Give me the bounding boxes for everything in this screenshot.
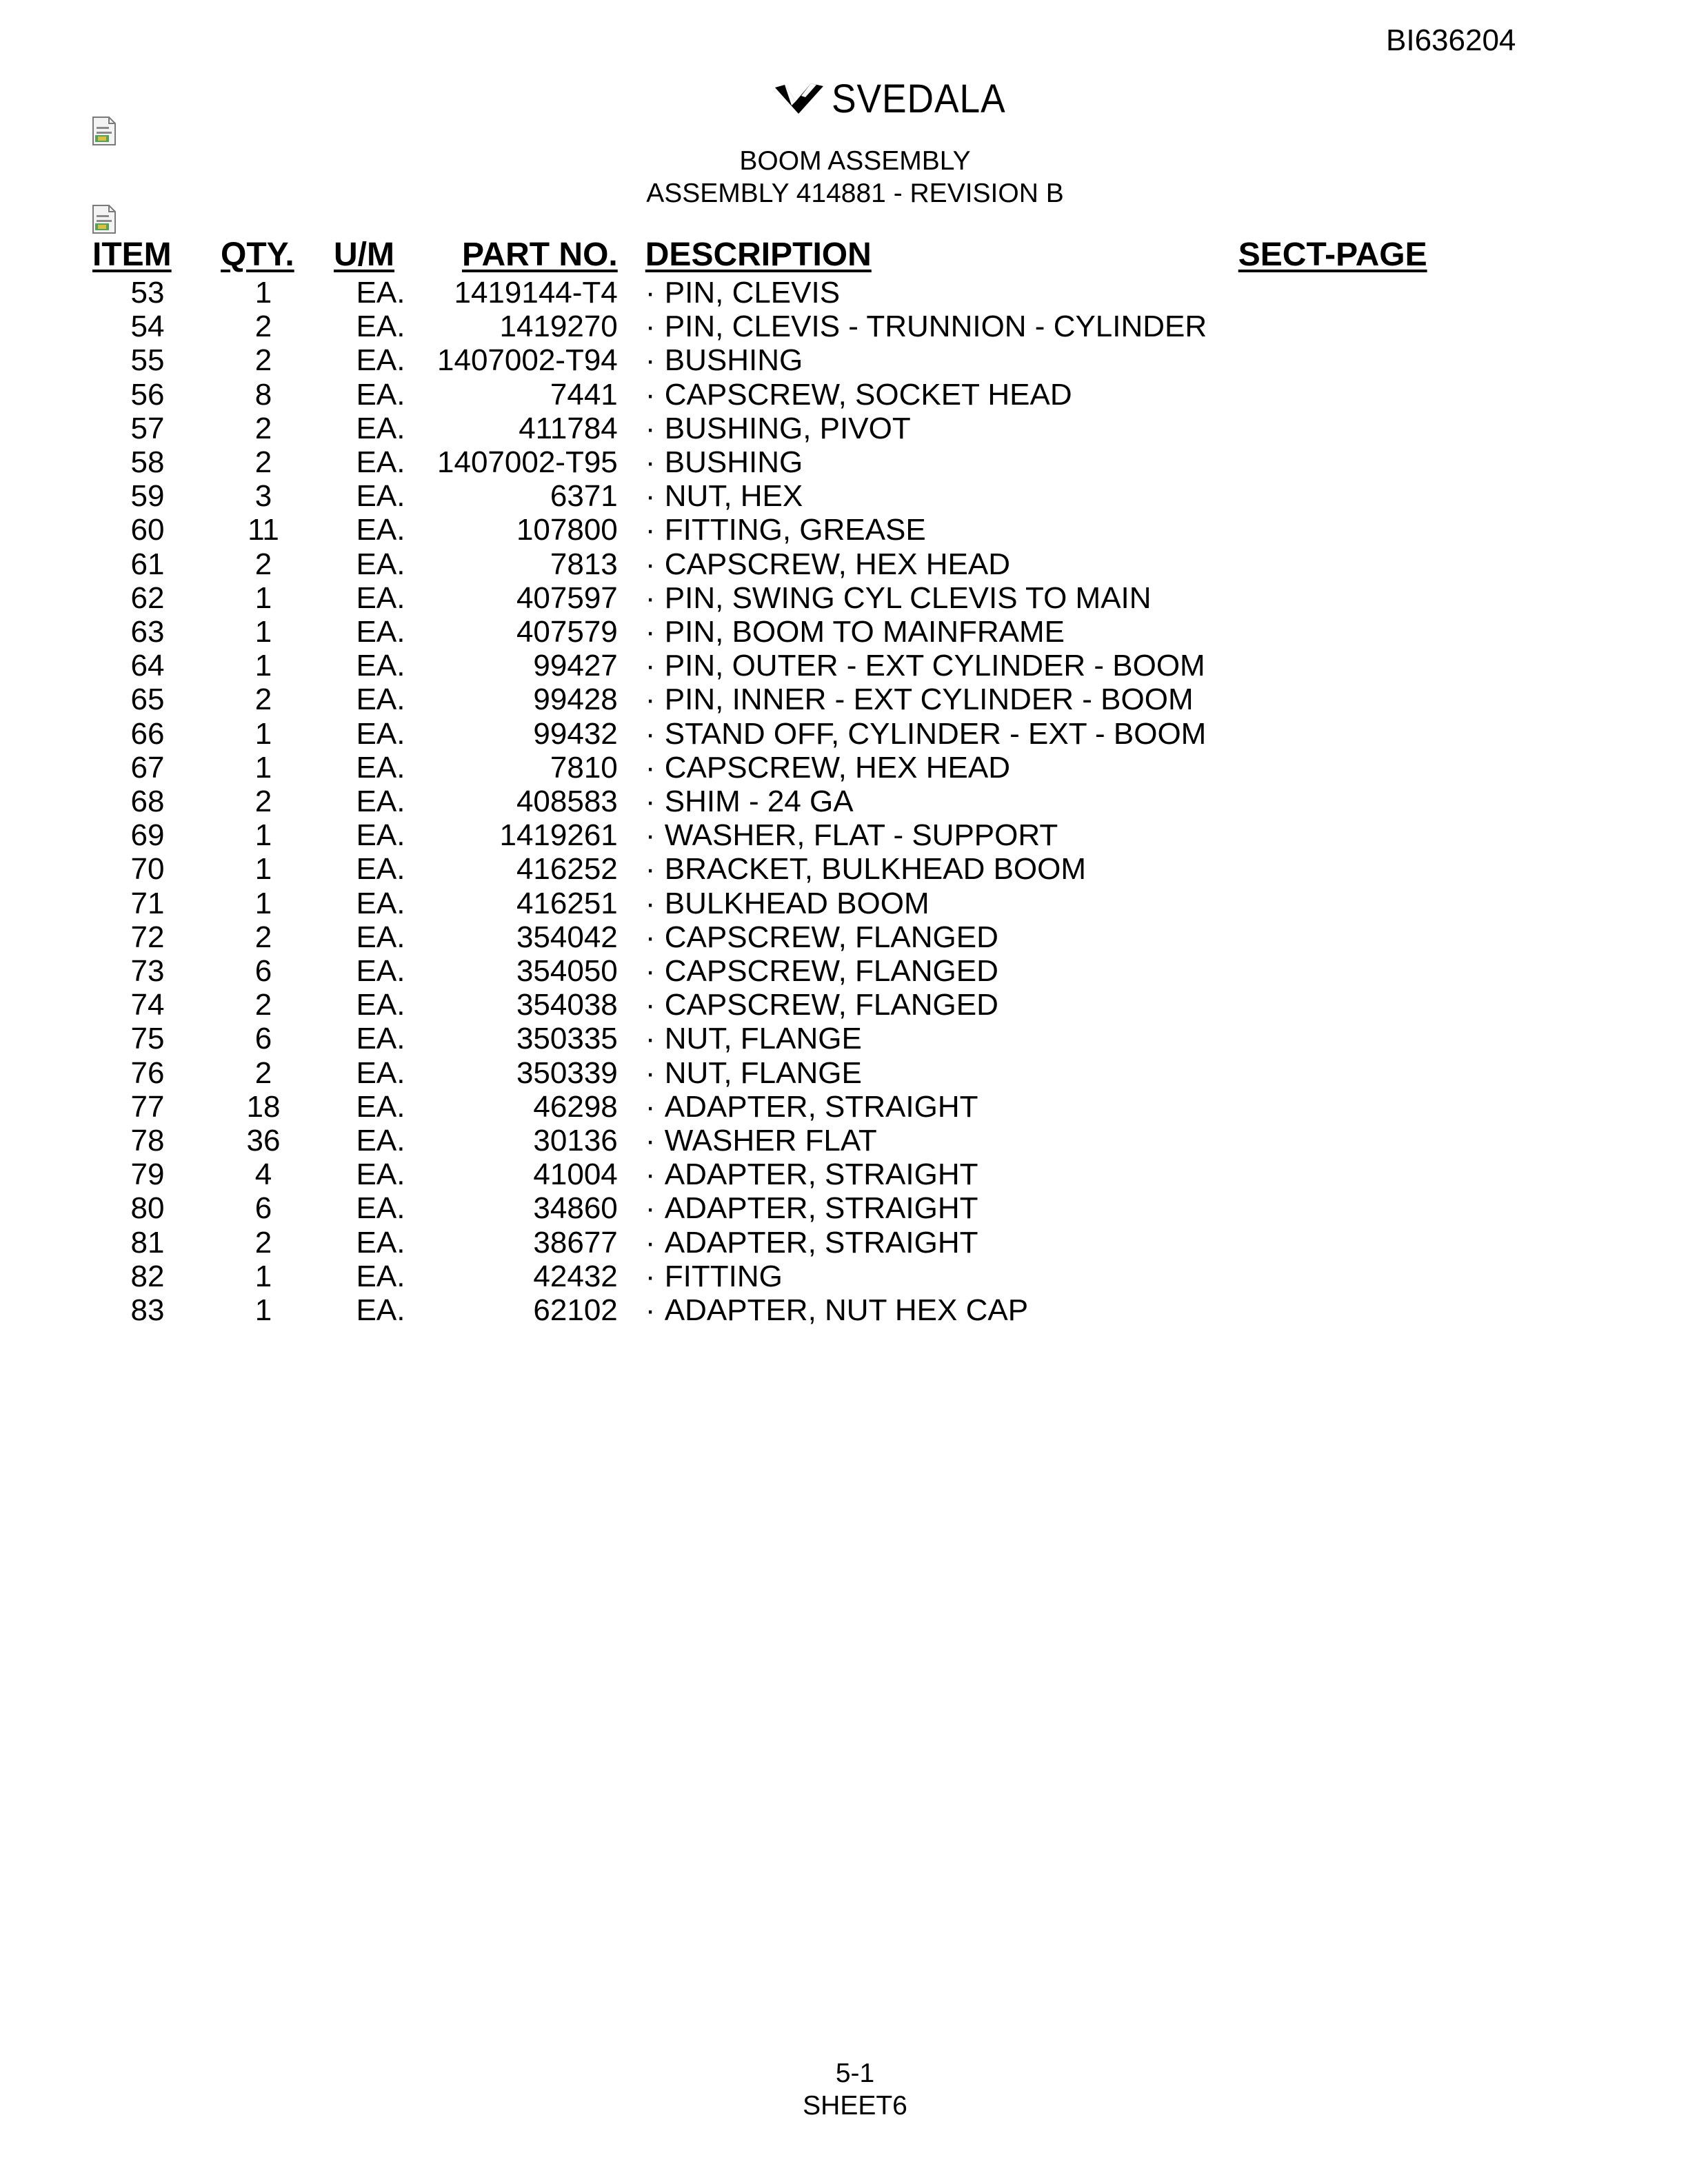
table-row (92, 1293, 1445, 1327)
cell-qty: 2 (254, 445, 272, 480)
title-line-1: BOOM ASSEMBLY (739, 146, 971, 176)
description-text: ADAPTER, NUT HEX CAP (664, 1293, 1029, 1328)
cell-description (618, 1056, 1238, 1090)
table-row (92, 378, 1445, 412)
cell-qty: 2 (254, 547, 272, 581)
table-row (92, 479, 1445, 513)
cell-sect-page (1238, 785, 1445, 818)
bullet-marker: · (645, 649, 656, 683)
cell-qty: 1 (254, 1259, 272, 1293)
cell-item: 56 (130, 377, 165, 412)
cell-qty: 1 (254, 276, 272, 310)
cell-sect-page (1238, 276, 1445, 310)
bullet-marker: · (645, 1022, 656, 1056)
cell-description (618, 751, 1238, 785)
cell-description (618, 1191, 1238, 1225)
cell-um: EA. (356, 547, 405, 581)
cell-item: 82 (130, 1259, 165, 1293)
cell-um: EA. (356, 1191, 405, 1226)
svedala-logo-mark-icon (771, 81, 827, 118)
bullet-marker: · (645, 377, 656, 412)
cell-part-no: 1407002-T94 (437, 343, 618, 378)
cell-description (618, 1022, 1238, 1055)
bullet-marker: · (645, 1124, 656, 1158)
cell-qty: 6 (254, 1022, 272, 1056)
cell-qty: 2 (254, 310, 272, 344)
cell-item: 71 (130, 886, 165, 920)
cell-qty: 2 (254, 682, 272, 717)
cell-part-no: 350335 (516, 1022, 618, 1056)
bullet-marker: · (645, 1225, 656, 1260)
bullet-marker: · (645, 988, 656, 1022)
table-row (92, 1090, 1445, 1124)
bullet-marker: · (645, 920, 656, 954)
cell-sect-page (1238, 1022, 1445, 1055)
table-row (92, 412, 1445, 445)
cell-sect-page (1238, 1226, 1445, 1260)
cell-item: 79 (130, 1157, 165, 1192)
cell-item: 80 (130, 1191, 165, 1226)
cell-um: EA. (356, 785, 405, 819)
cell-part-no: 1407002-T95 (437, 445, 618, 480)
bullet-marker: · (645, 818, 656, 853)
table-row (92, 682, 1445, 716)
cell-qty: 6 (254, 954, 272, 989)
cell-description (618, 343, 1238, 377)
cell-item: 64 (130, 649, 165, 683)
cell-um: EA. (356, 750, 405, 785)
title-line-2: ASSEMBLY 414881 - REVISION B (646, 179, 1064, 208)
bullet-marker: · (645, 716, 656, 751)
cell-part-no: 407597 (516, 580, 618, 615)
description-text: BUSHING, PIVOT (664, 411, 911, 445)
table-row (92, 513, 1445, 547)
table-row (92, 1022, 1445, 1055)
footer (0, 2057, 1688, 2122)
cell-um: EA. (356, 513, 405, 547)
cell-qty: 1 (254, 750, 272, 785)
description-text: BULKHEAD BOOM (664, 886, 930, 920)
cell-part-no: 408583 (516, 785, 618, 819)
cell-qty: 8 (254, 377, 272, 412)
cell-um: EA. (356, 1124, 405, 1158)
cell-sect-page (1238, 1293, 1445, 1327)
cell-item: 62 (130, 580, 165, 615)
cell-description (618, 1226, 1238, 1260)
cell-qty: 1 (254, 818, 272, 853)
table-row (92, 818, 1445, 852)
cell-sect-page (1238, 581, 1445, 615)
description-text: WASHER, FLAT - SUPPORT (664, 818, 1058, 853)
cell-item: 75 (130, 1022, 165, 1056)
parts-table (92, 233, 1445, 1327)
cell-um: EA. (356, 445, 405, 480)
cell-item: 69 (130, 818, 165, 853)
table-row (92, 547, 1445, 581)
cell-item: 53 (130, 276, 165, 310)
cell-part-no: 416252 (516, 852, 618, 887)
cell-qty: 2 (254, 1055, 272, 1090)
cell-sect-page (1238, 343, 1445, 377)
cell-qty: 2 (254, 988, 272, 1022)
cell-um: EA. (356, 988, 405, 1022)
cell-qty: 4 (254, 1157, 272, 1192)
description-text: PIN, CLEVIS (664, 276, 841, 310)
cell-description (618, 276, 1238, 310)
bullet-marker: · (645, 852, 656, 887)
header-qty: QTY. (221, 236, 294, 273)
description-text: STAND OFF, CYLINDER - EXT - BOOM (664, 716, 1207, 751)
cell-description (618, 479, 1238, 513)
description-text: PIN, CLEVIS - TRUNNION - CYLINDER (664, 310, 1207, 344)
cell-item: 58 (130, 445, 165, 480)
table-row (92, 445, 1445, 479)
bullet-marker: · (645, 1191, 656, 1226)
cell-description (618, 1157, 1238, 1191)
cell-description (618, 988, 1238, 1022)
bullet-marker: · (645, 886, 656, 920)
cell-um: EA. (356, 1225, 405, 1260)
cell-sect-page (1238, 988, 1445, 1022)
cell-item: 60 (130, 513, 165, 547)
description-text: NUT, FLANGE (664, 1055, 862, 1090)
cell-sect-page (1238, 1056, 1445, 1090)
description-text: BUSHING (664, 343, 803, 378)
cell-sect-page (1238, 1157, 1445, 1191)
cell-description (618, 310, 1238, 343)
cell-part-no: 99427 (533, 649, 618, 683)
table-row (92, 785, 1445, 818)
description-text: SHIM - 24 GA (664, 785, 854, 819)
header-item: ITEM (92, 236, 172, 273)
cell-part-no: 99428 (533, 682, 618, 717)
bullet-marker: · (645, 1293, 656, 1328)
cell-um: EA. (356, 954, 405, 989)
table-row (92, 852, 1445, 886)
bullet-marker: · (645, 750, 656, 785)
cell-item: 76 (130, 1055, 165, 1090)
description-text: CAPSCREW, HEX HEAD (664, 547, 1010, 581)
bullet-marker: · (645, 785, 656, 819)
description-text: PIN, SWING CYL CLEVIS TO MAIN (664, 580, 1152, 615)
cell-part-no: 407579 (516, 615, 618, 649)
cell-description (618, 378, 1238, 412)
table-row (92, 1191, 1445, 1225)
cell-qty: 18 (246, 1089, 281, 1124)
table-row (92, 717, 1445, 751)
cell-part-no: 354050 (516, 954, 618, 989)
cell-part-no: 34860 (533, 1191, 618, 1226)
cell-sect-page (1238, 547, 1445, 581)
table-row (92, 649, 1445, 682)
cell-um: EA. (356, 615, 405, 649)
cell-sect-page (1238, 1260, 1445, 1293)
svedala-logo (771, 76, 1021, 122)
cell-sect-page (1238, 479, 1445, 513)
cell-part-no: 38677 (533, 1225, 618, 1260)
cell-qty: 6 (254, 1191, 272, 1226)
cell-part-no: 30136 (533, 1124, 618, 1158)
cell-item: 65 (130, 682, 165, 717)
cell-part-no: 354038 (516, 988, 618, 1022)
bullet-marker: · (645, 513, 656, 547)
cell-sect-page (1238, 615, 1445, 649)
table-row (92, 920, 1445, 954)
description-text: PIN, INNER - EXT CYLINDER - BOOM (664, 682, 1194, 717)
header-um: U/M (334, 236, 394, 273)
cell-description (618, 818, 1238, 852)
cell-qty: 1 (254, 852, 272, 887)
parts-table-body (92, 276, 1445, 1327)
description-text: PIN, OUTER - EXT CYLINDER - BOOM (664, 649, 1205, 683)
cell-item: 81 (130, 1225, 165, 1260)
cell-description (618, 445, 1238, 479)
table-row (92, 1124, 1445, 1157)
cell-description (618, 852, 1238, 886)
description-text: CAPSCREW, FLANGED (664, 954, 998, 989)
cell-item: 55 (130, 343, 165, 378)
cell-qty: 1 (254, 1293, 272, 1328)
cell-sect-page (1238, 717, 1445, 751)
table-row (92, 988, 1445, 1022)
cell-description (618, 920, 1238, 954)
cell-part-no: 99432 (533, 716, 618, 751)
bullet-marker: · (645, 1055, 656, 1090)
bullet-marker: · (645, 1089, 656, 1124)
cell-description (618, 887, 1238, 920)
table-row (92, 1226, 1445, 1260)
cell-sect-page (1238, 852, 1445, 886)
cell-qty: 1 (254, 649, 272, 683)
description-text: NUT, FLANGE (664, 1022, 862, 1056)
cell-sect-page (1238, 920, 1445, 954)
cell-qty: 36 (246, 1124, 281, 1158)
cell-item: 77 (130, 1089, 165, 1124)
bullet-marker: · (645, 615, 656, 649)
cell-item: 68 (130, 785, 165, 819)
cell-part-no: 411784 (519, 411, 618, 445)
cell-um: EA. (356, 1055, 405, 1090)
cell-um: EA. (356, 411, 405, 445)
logo-text: SVEDALA (832, 77, 1006, 121)
cell-qty: 1 (254, 886, 272, 920)
cell-item: 73 (130, 954, 165, 989)
bullet-marker: · (645, 682, 656, 717)
cell-qty: 2 (254, 343, 272, 378)
cell-qty: 1 (254, 615, 272, 649)
description-text: FITTING, GREASE (664, 513, 926, 547)
cell-description (618, 785, 1238, 818)
cell-part-no: 107800 (516, 513, 618, 547)
description-text: BUSHING (664, 445, 803, 480)
cell-description (618, 1260, 1238, 1293)
description-text: CAPSCREW, FLANGED (664, 920, 998, 954)
table-row (92, 1056, 1445, 1090)
page-number: 5-1 (835, 2059, 875, 2088)
bullet-marker: · (645, 310, 656, 344)
cell-part-no: 7813 (550, 547, 618, 581)
cell-um: EA. (356, 343, 405, 378)
description-text: ADAPTER, STRAIGHT (664, 1225, 978, 1260)
table-row (92, 581, 1445, 615)
description-text: ADAPTER, STRAIGHT (664, 1089, 978, 1124)
cell-part-no: 7810 (550, 750, 618, 785)
cell-part-no: 1419270 (499, 310, 618, 344)
cell-description (618, 547, 1238, 581)
table-row (92, 751, 1445, 785)
table-row (92, 343, 1445, 377)
cell-part-no: 62102 (533, 1293, 618, 1328)
cell-qty: 2 (254, 1225, 272, 1260)
bullet-marker: · (645, 580, 656, 615)
cell-qty: 2 (254, 411, 272, 445)
bullet-marker: · (645, 1157, 656, 1192)
cell-sect-page (1238, 682, 1445, 716)
description-text: PIN, BOOM TO MAINFRAME (664, 615, 1065, 649)
cell-item: 59 (130, 479, 165, 514)
cell-um: EA. (356, 479, 405, 514)
cell-description (618, 581, 1238, 615)
cell-item: 70 (130, 852, 165, 887)
cell-item: 72 (130, 920, 165, 954)
cell-item: 66 (130, 716, 165, 751)
document-id: BI636204 (1386, 23, 1516, 57)
cell-description (618, 682, 1238, 716)
cell-sect-page (1238, 954, 1445, 988)
bullet-marker: · (645, 479, 656, 514)
cell-um: EA. (356, 1293, 405, 1328)
cell-qty: 1 (254, 716, 272, 751)
cell-qty: 2 (254, 785, 272, 819)
cell-item: 61 (130, 547, 165, 581)
cell-um: EA. (356, 649, 405, 683)
table-row (92, 310, 1445, 343)
cell-part-no: 42432 (533, 1259, 618, 1293)
cell-sect-page (1238, 1090, 1445, 1124)
cell-description (618, 513, 1238, 547)
cell-sect-page (1238, 1191, 1445, 1225)
cell-um: EA. (356, 1089, 405, 1124)
cell-part-no: 46298 (533, 1089, 618, 1124)
cell-um: EA. (356, 1022, 405, 1056)
header-description: DESCRIPTION (645, 236, 872, 273)
cell-description (618, 954, 1238, 988)
document-icon (91, 116, 117, 146)
cell-sect-page (1238, 445, 1445, 479)
header-sect-page: SECT-PAGE (1238, 236, 1427, 273)
cell-description (618, 1124, 1238, 1157)
cell-sect-page (1238, 751, 1445, 785)
cell-um: EA. (356, 310, 405, 344)
cell-sect-page (1238, 887, 1445, 920)
cell-qty: 11 (248, 513, 279, 547)
bullet-marker: · (645, 445, 656, 480)
cell-um: EA. (356, 580, 405, 615)
description-text: WASHER FLAT (664, 1124, 877, 1158)
cell-sect-page (1238, 818, 1445, 852)
bullet-marker: · (645, 411, 656, 445)
cell-item: 57 (130, 411, 165, 445)
cell-sect-page (1238, 1124, 1445, 1157)
cell-item: 63 (130, 615, 165, 649)
cell-um: EA. (356, 852, 405, 887)
cell-um: EA. (356, 920, 405, 954)
table-row (92, 887, 1445, 920)
cell-part-no: 41004 (533, 1157, 618, 1192)
cell-um: EA. (356, 1157, 405, 1192)
sheet-label: SHEET6 (803, 2091, 907, 2121)
cell-qty: 3 (254, 479, 272, 514)
description-text: ADAPTER, STRAIGHT (664, 1157, 978, 1192)
cell-item: 54 (130, 310, 165, 344)
cell-um: EA. (356, 886, 405, 920)
cell-sect-page (1238, 649, 1445, 682)
cell-description (618, 649, 1238, 682)
bullet-marker: · (645, 276, 656, 310)
description-text: BRACKET, BULKHEAD BOOM (664, 852, 1087, 887)
bullet-marker: · (645, 1259, 656, 1293)
table-row (92, 1157, 1445, 1191)
cell-sect-page (1238, 513, 1445, 547)
cell-part-no: 350339 (516, 1055, 618, 1090)
cell-part-no: 354042 (516, 920, 618, 954)
description-text: NUT, HEX (664, 479, 803, 514)
bullet-marker: · (645, 343, 656, 378)
description-text: FITTING (664, 1259, 783, 1293)
cell-sect-page (1238, 378, 1445, 412)
description-text: ADAPTER, STRAIGHT (664, 1191, 978, 1226)
cell-qty: 2 (254, 920, 272, 954)
cell-item: 78 (130, 1124, 165, 1158)
cell-item: 67 (130, 750, 165, 785)
cell-description (618, 615, 1238, 649)
table-row (92, 1260, 1445, 1293)
description-text: CAPSCREW, FLANGED (664, 988, 998, 1022)
cell-part-no: 1419261 (499, 818, 618, 853)
table-header-row (92, 233, 1445, 276)
cell-item: 74 (130, 988, 165, 1022)
cell-description (618, 412, 1238, 445)
header-part-no: PART NO. (461, 236, 618, 273)
bullet-marker: · (645, 547, 656, 581)
table-row (92, 615, 1445, 649)
cell-part-no: 1419144-T4 (454, 276, 618, 310)
cell-um: EA. (356, 716, 405, 751)
cell-um: EA. (356, 818, 405, 853)
cell-item: 83 (130, 1293, 165, 1328)
table-row (92, 276, 1445, 310)
cell-um: EA. (356, 1259, 405, 1293)
cell-description (618, 1090, 1238, 1124)
cell-part-no: 7441 (550, 377, 618, 412)
description-text: CAPSCREW, SOCKET HEAD (664, 377, 1072, 412)
cell-part-no: 416251 (516, 886, 618, 920)
cell-qty: 1 (254, 580, 272, 615)
cell-sect-page (1238, 412, 1445, 445)
title-block (0, 145, 1688, 210)
cell-um: EA. (356, 377, 405, 412)
cell-description (618, 717, 1238, 751)
cell-part-no: 6371 (550, 479, 618, 514)
cell-um: EA. (356, 276, 405, 310)
table-row (92, 954, 1445, 988)
cell-um: EA. (356, 682, 405, 717)
cell-sect-page (1238, 310, 1445, 343)
bullet-marker: · (645, 954, 656, 989)
description-text: CAPSCREW, HEX HEAD (664, 750, 1010, 785)
cell-description (618, 1293, 1238, 1327)
